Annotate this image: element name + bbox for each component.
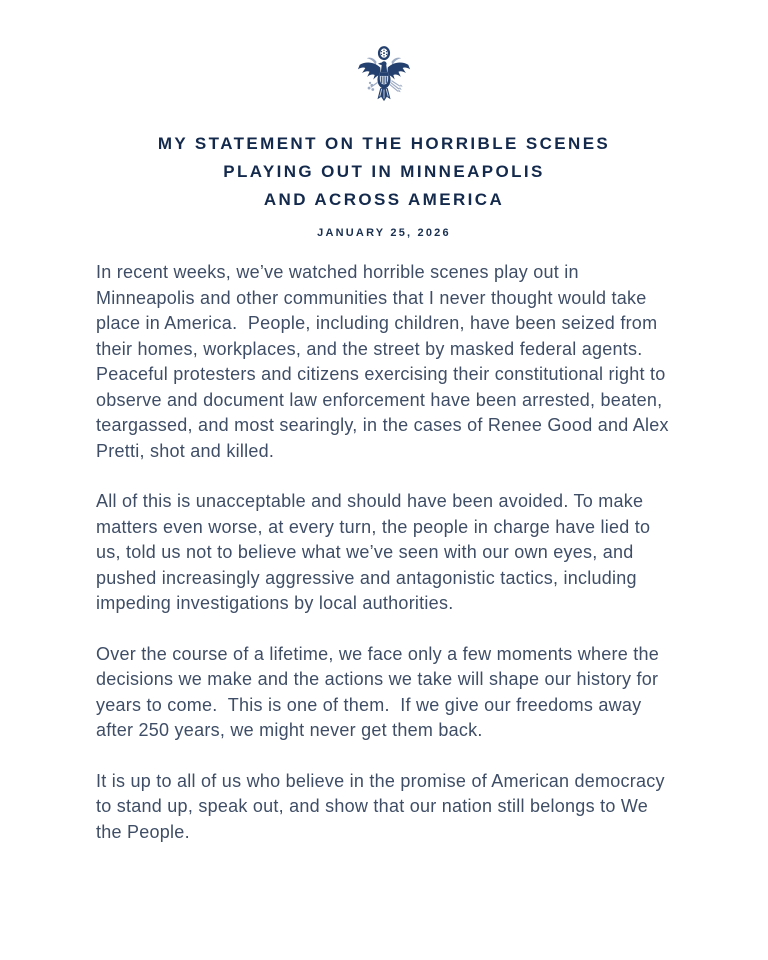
statement-paragraph-4: It is up to all of us who believe in the promise of American democracy to stand up, speak out, and show that our nation still belongs to We the People. xyxy=(96,770,671,842)
seal-container xyxy=(0,0,768,104)
statement-paragraph-2: All of this is unacceptable and should have been avoided. To make matters even worse, at every turn, the people in charge have lied to us, told us not to believe what we’ve seen with our own eyes, and pushed increasingly aggressive and antagonistic tactics, including impeding investigations by local authorities. xyxy=(96,491,656,613)
statement-paragraph-3: Over the course of a lifetime, we face only a few moments where the decisions we make and the actions we take will shape our history for years to come. This is one of them. If we give our freedoms away after 250 years, we might never get them back. xyxy=(96,643,665,740)
statement-body xyxy=(96,260,675,845)
statement-date: JANUARY 25, 2026 xyxy=(317,227,451,239)
statement-title-line-2: PLAYING OUT IN MINNEAPOLIS xyxy=(223,162,545,181)
statement-paragraph-1: In recent weeks, we’ve watched horrible scenes play out in Minneapolis and other communities that I never thought would take place in America. People, including children, have been seized from their homes, workplaces, and the street by masked federal agents. Peaceful protesters and citizens exercising their constitutional right to observe and document law enforcement have been arrested, beaten, teargassed, and most searingly, in the cases of Renee Good and Alex Pretti, shot and killed. xyxy=(96,262,675,461)
statement-title-line-3: AND ACROSS AMERICA xyxy=(263,190,505,209)
great-seal-eagle-icon xyxy=(356,46,412,104)
statement-title-line-1: MY STATEMENT ON THE HORRIBLE SCENES xyxy=(157,134,611,153)
statement-title xyxy=(0,130,768,214)
